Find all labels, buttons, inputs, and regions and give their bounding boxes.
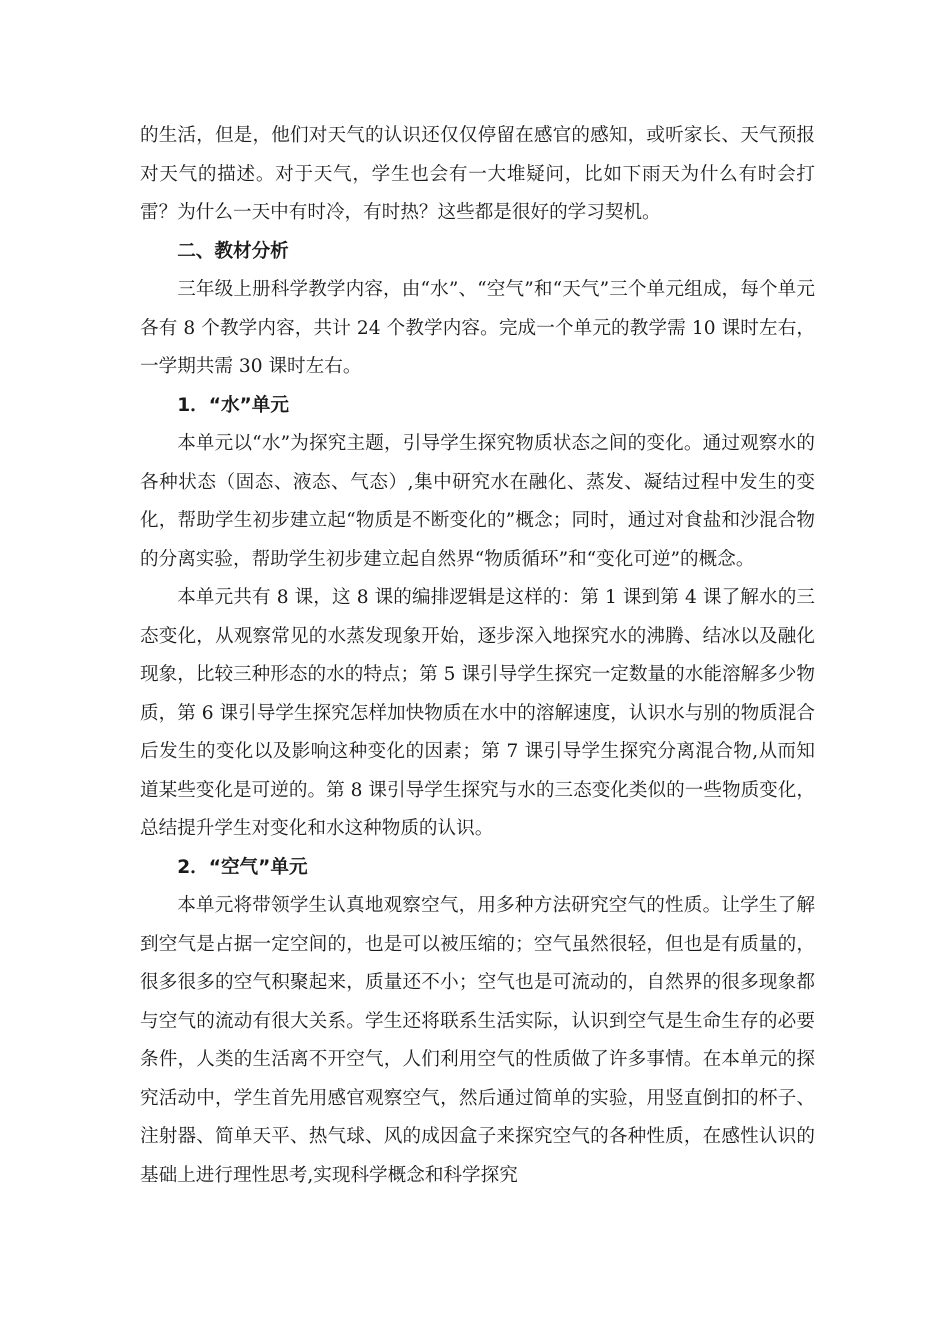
- unit-water-paragraph-2: 本单元共有 8 课，这 8 课的编排逻辑是这样的：第 1 课到第 4 课了解水的三态变化，从观察常见的水蒸发现象开始，逐步深入地探究水的沸腾、结冰以及融化现象，比较三种形态的水的特点；第 5 课引导学生探究一定数量的水能溶解多少物质，第 6 课引导学生探究怎样加快物质在水中的溶解速度，认识水与别的物质混合后发生的变化以及影响这种变化的因素；第 7 课引导学生探究分离混合物,从而知道某些变化是可逆的。第 8 课引导学生探究与水的三态变化类似的一些物质变化，总结提升学生对变化和水这种物质的认识。: [140, 587, 815, 839]
- section-two-paragraph: 三年级上册科学教学内容，由“水”、“空气”和“天气”三个单元组成，每个单元各有 8 个教学内容，共计 24 个教学内容。完成一个单元的教学需 10 课时左右，一学期共需 30 课时左右。: [140, 279, 815, 377]
- unit-water-heading: 1．“水”单元: [177, 394, 289, 416]
- intro-continued-paragraph: 的生活，但是，他们对天气的认识还仅仅停留在感官的感知，或听家长、天气预报对天气的描述。对于天气，学生也会有一大堆疑问，比如下雨天为什么有时会打雷？为什么一天中有时冷，有时热？这些都是很好的学习契机。: [140, 125, 815, 223]
- document-body: [140, 117, 815, 1195]
- unit-air-heading: 2．“空气”单元: [177, 856, 308, 878]
- unit-water-paragraph-1: 本单元以“水”为探究主题，引导学生探究物质状态之间的变化。通过观察水的各种状态（固态、液态、气态）,集中研究水在融化、蒸发、凝结过程中发生的变化，帮助学生初步建立起“物质是不断变化的”概念；同时，通过对食盐和沙混合物的分离实验，帮助学生初步建立起自然界“物质循环”和“变化可逆”的概念。: [140, 433, 815, 570]
- section-two-heading: 二、教材分析: [177, 240, 289, 262]
- unit-air-paragraph-1: 本单元将带领学生认真地观察空气，用多种方法研究空气的性质。让学生了解到空气是占据一定空间的，也是可以被压缩的；空气虽然很轻，但也是有质量的，很多很多的空气积聚起来，质量还不小；空气也是可流动的，自然界的很多现象都与空气的流动有很大关系。学生还将联系生活实际，认识到空气是生命生存的必要条件，人类的生活离不开空气，人们利用空气的性质做了许多事情。在本单元的探究活动中，学生首先用感官观察空气，然后通过简单的实验，用竖直倒扣的杯子、注射器、简单天平、热气球、风的成因盒子来探究空气的各种性质，在感性认识的基础上进行理性思考,实现科学概念和科学探究: [140, 895, 815, 1186]
